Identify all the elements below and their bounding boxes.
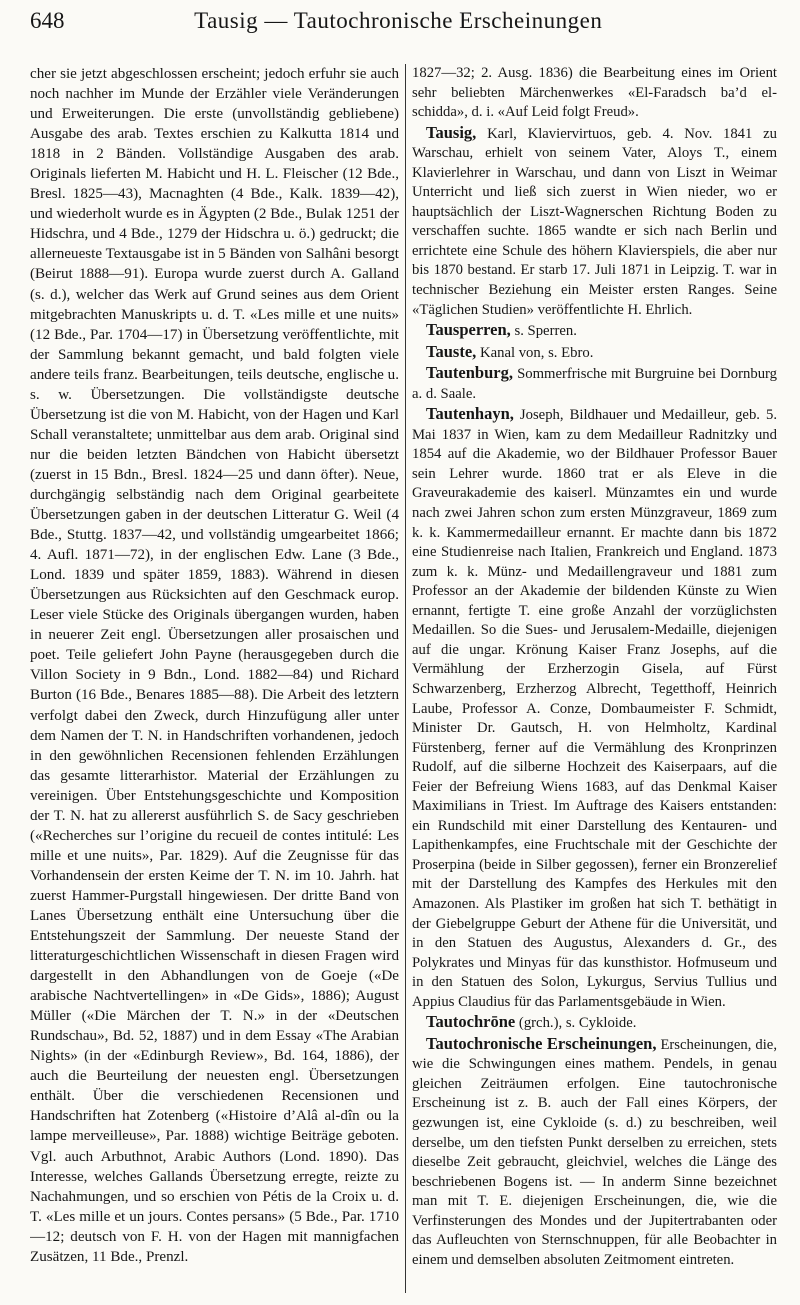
page-header	[30, 8, 772, 44]
entry-tautenburg	[412, 363, 777, 404]
entry-tautochrone	[412, 1012, 777, 1034]
entry-text: Erscheinungen, die, wie die Schwingungen eines mathem. Pendels, in genau gleichen Zeiträumen erfolgen. Eine tautochronische Erscheinung ist z. B. auch der Fall eines Körpers, der gezwungen ist, eine Cykloide (s. d.) zu beschreiben, weil derselbe, um den tiefsten Punkt derselben zu erreichen, stets dieselbe Zeit gebraucht, gleichviel, welches die Länge des beschriebenen Bogens ist. — In anderm Sinne bezeichnet man mit T. E. diejenigen Erscheinungen, die, wie die Verfinsterungen des Mondes und der Jupitertrabanten oder das Aufleuchten von Sternschnuppen, für alle Beobachter in einem und demselben absoluten Zeitmoment eintreten.	[412, 1036, 777, 1268]
left-column	[30, 64, 399, 1295]
entry-tauste	[412, 342, 777, 364]
entry-text: Joseph, Bildhauer und Medailleur, geb. 5. Mai 1837 in Wien, kam zu dem Medailleur Radnitzky und 1854 auf die Akademie, wo der Bildhauer Professor Bauer sein Lehrer wurde. 1860 trat er als Eleve in die Graveurakademie des kaiserl. Münzamtes ein und wurde nach zwei Jahren schon zum ersten Münzgraveur, 1869 zum k. k. Kammermedailleur ernannt. Er machte dann bis 1872 eine Studienreise nach Italien, Frankreich und England. 1873 zum k. k. Münz- und Medaillengraveur und 1881 zum Professor an der Akademie der bildenden Künste zu Wien ernannt, fertigte T. eine große Anzahl der vorzüglichsten Medaillen. So die Sues- und Jerusalem-Medaille, diejenigen auf die ungar. Krönung Kaiser Franz Josephs, auf die Vermählung der Erzherzogin Gisela, auf Fürst Schwarzenberg, Erzherzog Albrecht, Tegetthoff, Heinrich Laube, Professor A. Conze, Dombaumeister F. Schmidt, Minister Dr. Gautsch, H. von Helmholtz, Kardinal Fürstenberg, ferner auf die Vermählung des Kronprinzen Rudolf, auf die silberne Hochzeit des Kaiserpaars, auf die Feier der Befreiung Wiens 1683, auf das Denkmal Kaiser Maximilians in Triest. Im Auftrage des Kaisers entstanden: ein Rundschild mit einer Darstellung des Kentauren- und Lapithenkampfes, eine Fruchtschale mit der Geschichte der Proserpina (beide in Silber gegossen), ferner ein Bronzerelief mit der Darstellung des Kampfes des Herkules mit den Amazonen. Als Plastiker im großen hat sich T. bethätigt in der Giebelgruppe Geburt der Athene für die Universität, und in den Statuen des Augustus, Alexanders d. Gr., des Polykrates und Minyas für das kunsthistor. Hofmuseum und in den Statuen des Solon, Lykurgus, Servius Tullius und Appius Claudius für das Parlamentsgebäude in Wien.	[412, 407, 777, 1010]
continuation-text: cher sie jetzt abgeschlossen erscheint; jedoch erfuhr sie auch noch nachher im Munde der Erzähler viele Veränderungen und Erweiterungen. Die erste (unvollständig gebliebene) Ausgabe des arab. Textes erschien zu Kalkutta 1814 und 1818 in 2 Bänden. Vollständige Ausgaben des arab. Originals lieferten M. Habicht und H. L. Fleischer (12 Bde., Bresl. 1825—43), Macnaghten (4 Bde., Kalk. 1839—42), und wiederholt wurde es in Ägypten (2 Bde., Bulak 1251 der Hidschra, und 4 Bde., 1279 der Hidschra u. ö.) gedruckt; die allerneueste Textausgabe ist in 5 Bänden von Salhâni besorgt (Beirut 1888—91). Europa wurde zuerst durch A. Galland (s. d.), welcher das Werk auf Grund seines aus dem Orient mitgebrachten Manuskripts u. d. T. «Les mille et une nuits» (12 Bde., Par. 1704—17) in Übersetzung veröffentlichte, mit der Sammlung bekannt gemacht, und bald folgten viele andere teils franz. Bearbeitungen, teils deutsche, englische u. s. w. Übersetzungen. Die vollständigste deutsche Übersetzung ist die von M. Habicht, von der Hagen und Karl Schall veranstaltete; unmittelbar aus dem arab. Original sind nur die beiden letzten Bändchen von Habicht übersetzt (zuerst in 15 Bdn., Bresl. 1824—25 und dann öfter). Neue, durchgängig selbständig nach dem Original gearbeitete Übersetzungen gaben in der deutschen Litteratur G. Weil (4 Bde., Stuttg. 1837—42, und vollständig umgearbeitet 1866; 4. Aufl. 1871—72), in der englischen Edw. Lane (3 Bde., Lond. 1839 und später 1859, 1883). Während in diesen Übersetzungen aus Rücksichten auf den Geschmack europ. Leser viele Stücke des Originals übergangen wurden, haben in neuerer Zeit engl. Übersetzungen aller prosaischen und poet. Teile geliefert John Payne (herausgegeben durch die Villon Society in 9 Bdn., Lond. 1882—84) und Richard Burton (16 Bde., Benares 1885—88). Die Arbeit des letztern verfolgt dabei den Zweck, durch Hinzufügung aller unter dem Namen der T. N. in Handschriften vorhandenen, jedoch in den gewöhnlichen Recensionen fehlenden Erzählungen das gesamte litterarhistor. Material der Erzählungen zu vereinigen. Über Entstehungsgeschichte und Komposition der T. N. hat zu allererst ausführlich S. de Sacy geschrieben («Recherches sur l’origine du recueil de contes intitulé: Les mille et une nuits», Par. 1829). Auf die Zeugnisse für das Vorhandensein der ersten Keime der T. N. im 10. Jahrh. hat zuerst Hammer-Purgstall hingewiesen. Der dritte Band von Lanes Übersetzung enthält eine Untersuchung über die Entstehungszeit der Sammlung. Der neueste Stand der litteraturgeschichtlichen Wissenschaft in diesen Fragen wird dargestellt in den Abhandlungen von de Goeje («De arabische Nachtvertellingen» in «De Gids», 1886); August Müller («Die Märchen der T. N.» in der «Deutschen Rundschau», Bd. 52, 1887) und in dem Essay «The Arabian Nights» (in der «Edinburgh Review», Bd. 164, 1886), der auch die Beurteilung der neuesten engl. Übersetzungen enthält. Über die verschiedenen Recensionen und Handschriften hat Zotenberg («Histoire d’Alâ al-dîn ou la lampe merveilleuse», Par. 1888) wichtige Beiträge geboten. Vgl. auch Arbuthnot, Arabic Authors (Lond. 1890). Das Interesse, welches Gallands Übersetzung erregte, reizte zu Nachahmungen, und so erschien von Pétis de la Croix u. d. T. «Les mille et un jours. Contes persans» (5 Bde., Par. 1710—12; deutsch von F. H. von der Hagen mit mannigfachen Zusätzen, 11 Bde., Prenzl.	[30, 66, 399, 1265]
entry-text: Sommerfrische mit Burgruine bei Dornburg a. d. Saale.	[412, 366, 777, 402]
entry-headword: Tautenburg,	[426, 363, 513, 383]
entry-text: Karl, Klaviervirtuos, geb. 4. Nov. 1841 zu Warschau, erhielt von seinem Vater, Aloys T., einem Klavierlehrer in Warschau, und dann von Liszt in Weimar Unterricht und ließ sich zuerst in Wien nieder, wo er hauptsächlich der Liszt-Wagnerschen Richtung Boden zu verschaffen suchte. 1865 wandte er sich nach Berlin und errichtete eine Schule des höhern Klavierspiels, die aber nur bis 1870 bestand. Er starb 17. Juli 1871 in Leipzig. T. war in technischer Beziehung ein Meister ersten Ranges. Seine «Täglichen Studien» veröffentlichte H. Ehrlich.	[412, 125, 777, 318]
entry-headword: Tausig,	[426, 122, 477, 142]
continuation-text: 1827—32; 2. Ausg. 1836) die Bearbeitung eines im Orient sehr beliebten Märchenwerkes «El-Faradsch ba’d el-schidda», d. i. «Auf Leid folgt Freud».	[412, 65, 777, 121]
entry-headword: Tausperren,	[426, 320, 511, 340]
entry-tausperren	[412, 320, 777, 342]
entry-headword: Tautenhayn,	[426, 404, 514, 424]
entry-tausig	[412, 123, 777, 320]
entry-headword: Tauste,	[426, 341, 477, 361]
entry-text: (grch.), s. Cykloide.	[518, 1015, 637, 1032]
column-divider	[405, 64, 406, 1293]
entry-headword: Tautochrōne	[426, 1012, 516, 1032]
running-head: Tausig — Tautochronische Erscheinungen	[194, 8, 603, 33]
entry-text: Kanal von, s. Ebro.	[479, 344, 594, 361]
right-column	[412, 64, 777, 1295]
page-number: 648	[30, 8, 65, 33]
entry-tautenhayn	[412, 404, 777, 1012]
entry-tautochronische-erscheinungen	[412, 1034, 777, 1271]
entry-headword: Tautochronische Erscheinungen,	[426, 1033, 657, 1053]
entry-text: s. Sperren.	[514, 323, 577, 340]
